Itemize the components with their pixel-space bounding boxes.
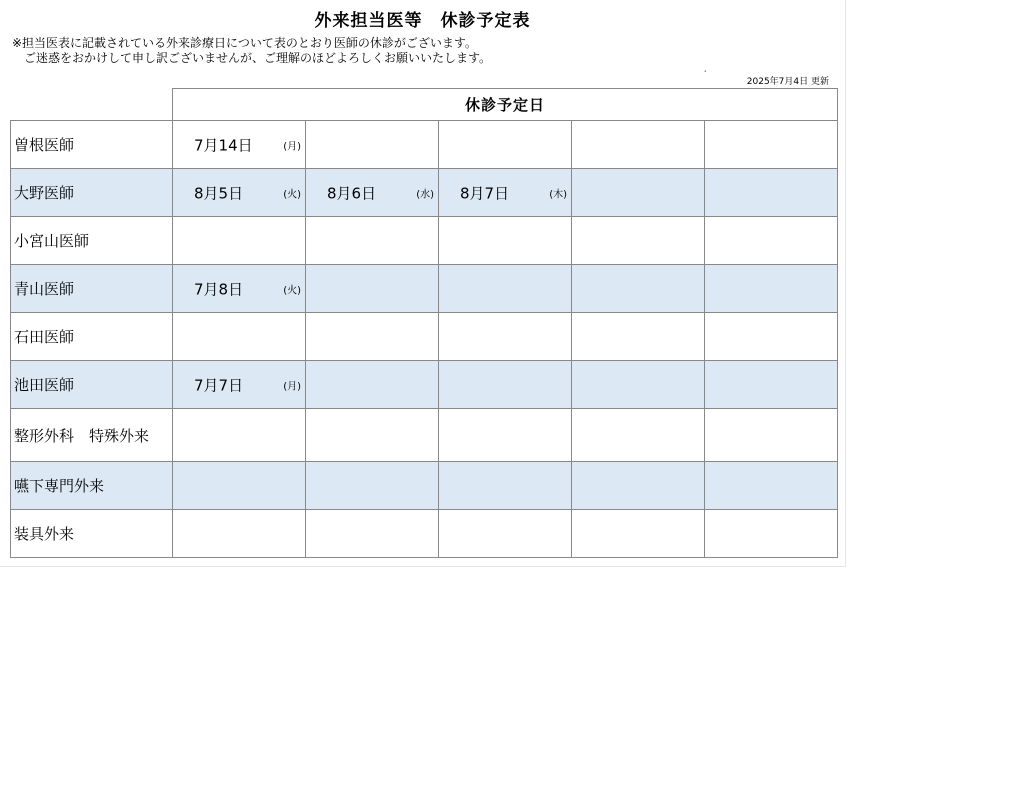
table-row [11, 313, 838, 361]
weekday-label: (月) [283, 381, 301, 392]
closure-date-cell [572, 217, 705, 265]
closure-date: 8月7日 [460, 184, 510, 202]
weekday-label: (火) [283, 285, 301, 296]
closure-date: 7月8日 [194, 280, 244, 298]
closure-date: 8月5日 [194, 184, 244, 202]
closure-date-cell [306, 169, 439, 217]
closure-date-cell [572, 121, 705, 169]
closure-date-cell [705, 169, 838, 217]
doctor-name-cell: 小宮山医師 [11, 217, 173, 265]
table-row [11, 462, 838, 510]
weekday-label: (月) [283, 141, 301, 152]
weekday-label: (火) [283, 189, 301, 200]
closure-date-cell [572, 510, 705, 558]
closure-date-cell [173, 361, 306, 409]
column-header-closure-dates: 休診予定日 [173, 89, 838, 121]
doctor-name-cell: 池田医師 [11, 361, 173, 409]
closure-date-cell [572, 462, 705, 510]
notice-line-2: ご迷惑をおかけして申し訳ございませんが、ご理解のほどよろしくお願いいたします。 [12, 51, 492, 65]
closure-date-cell [572, 361, 705, 409]
closure-date: 7月14日 [194, 136, 253, 154]
closure-schedule-table [10, 88, 838, 558]
closure-date-cell [173, 409, 306, 462]
doctor-name-cell: 大野医師 [11, 169, 173, 217]
closure-date-cell [306, 121, 439, 169]
closure-date-cell [439, 462, 572, 510]
closure-date-cell [306, 409, 439, 462]
closure-date-cell [173, 217, 306, 265]
closure-date-cell [439, 265, 572, 313]
closure-date-cell [439, 361, 572, 409]
table-row [11, 169, 838, 217]
closure-date-cell [173, 462, 306, 510]
closure-date-cell [572, 169, 705, 217]
doctor-name-cell: 整形外科 特殊外来 [11, 409, 173, 462]
closure-date-cell [173, 510, 306, 558]
closure-date-cell [173, 313, 306, 361]
closure-date-cell [705, 313, 838, 361]
closure-date-cell [439, 313, 572, 361]
doctor-name-cell: 嚥下専門外来 [11, 462, 173, 510]
notice-text [12, 36, 491, 66]
closure-date-cell [173, 121, 306, 169]
weekday-label: (水) [416, 189, 434, 200]
closure-date-cell [439, 510, 572, 558]
closure-date-cell [306, 510, 439, 558]
closure-date-cell [306, 217, 439, 265]
closure-date-cell [173, 169, 306, 217]
closure-date-cell [705, 121, 838, 169]
table-row [11, 121, 838, 169]
closure-date-cell [306, 313, 439, 361]
closure-date-cell [705, 361, 838, 409]
table-row [11, 265, 838, 313]
closure-date-cell [705, 462, 838, 510]
closure-date-cell [306, 462, 439, 510]
table-row [11, 361, 838, 409]
closure-date-cell [572, 409, 705, 462]
closure-date-cell [572, 265, 705, 313]
table-row [11, 409, 838, 462]
page-title: 外来担当医等 休診予定表 [314, 11, 531, 31]
closure-date-cell [572, 313, 705, 361]
closure-date-cell [705, 409, 838, 462]
closure-date-cell [439, 169, 572, 217]
doctor-name-cell: 青山医師 [11, 265, 173, 313]
closure-date-cell [306, 265, 439, 313]
closure-date-cell [705, 510, 838, 558]
closure-date-cell [705, 265, 838, 313]
closure-date-cell [439, 121, 572, 169]
closure-date-cell [439, 409, 572, 462]
closure-date-cell [705, 217, 838, 265]
table-row [11, 510, 838, 558]
doctor-name-cell: 装具外来 [11, 510, 173, 558]
doctor-name-cell: 石田医師 [11, 313, 173, 361]
table-header-row [11, 89, 838, 121]
table-row [11, 217, 838, 265]
updated-date: 2025年7月4日 更新 [746, 77, 829, 87]
weekday-label: (木) [549, 189, 567, 200]
closure-date-cell [173, 265, 306, 313]
stray-mark: ˏ [703, 63, 707, 72]
closure-date-cell [306, 361, 439, 409]
doctor-name-cell: 曽根医師 [11, 121, 173, 169]
closure-date: 8月6日 [327, 184, 377, 202]
notice-line-1: ※担当医表に記載されている外来診療日について表のとおり医師の休診がございます。 [12, 36, 477, 50]
corner-cell [11, 89, 173, 121]
closure-date-cell [439, 217, 572, 265]
closure-date: 7月7日 [194, 376, 244, 394]
